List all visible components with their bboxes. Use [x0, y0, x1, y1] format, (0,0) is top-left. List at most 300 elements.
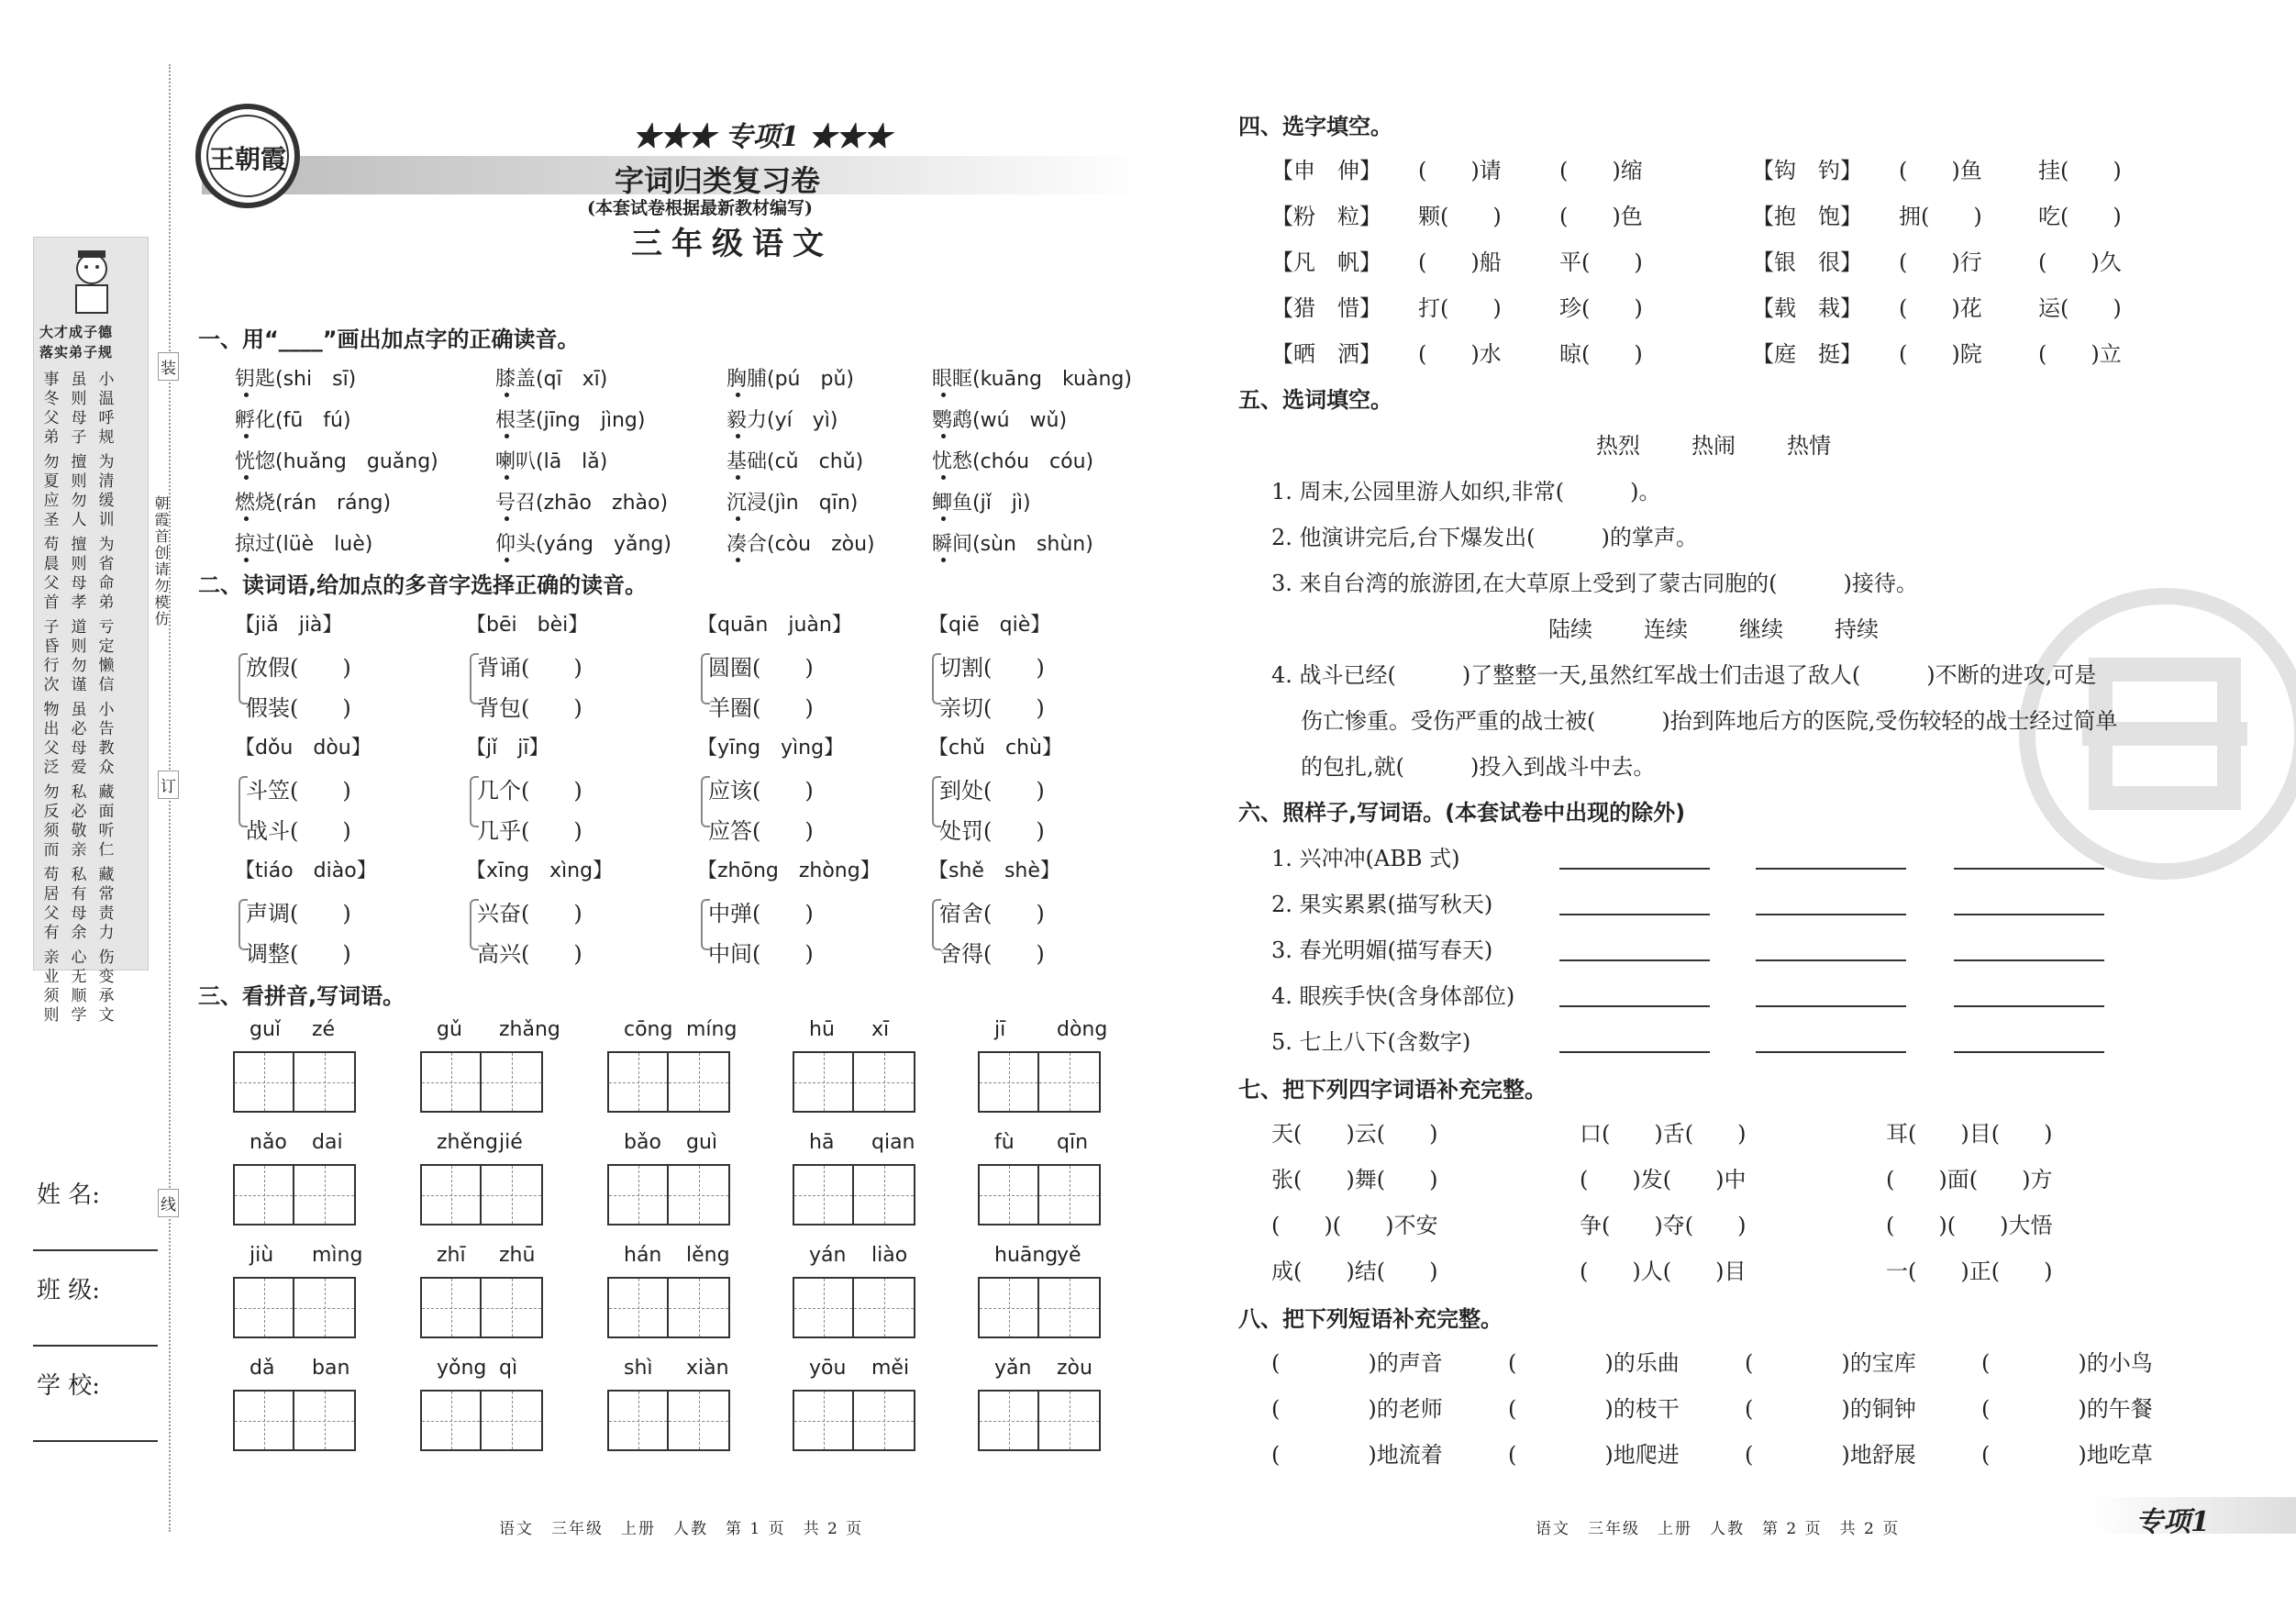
pinyin-1: gǔ [437, 1018, 462, 1041]
grid-cell[interactable] [609, 1053, 669, 1111]
emphasis-dot [244, 475, 249, 480]
answer-line[interactable] [1559, 959, 1710, 961]
grid-cell[interactable] [854, 1392, 914, 1449]
emphasis-dot [736, 393, 740, 397]
sidebar-verse: 子昏行次 [43, 618, 60, 694]
pinyin-2: zòu [1057, 1357, 1093, 1380]
answer-line[interactable] [1559, 868, 1710, 870]
pinyin-2: ban [312, 1357, 350, 1380]
grid-cell[interactable] [1039, 1279, 1099, 1336]
s8-phrase[interactable]: ( )地舒展 [1745, 1442, 1916, 1468]
pinyin-1: zhī [437, 1244, 466, 1267]
grid-cell[interactable] [1039, 1166, 1099, 1224]
pinyin-1: jiù [250, 1244, 274, 1267]
pinyin-1: dǎ [250, 1357, 275, 1380]
s1-item[interactable]: 掠过(lüè luè) [235, 533, 373, 556]
s2-word-a[interactable]: 放假( ) [246, 655, 351, 681]
s4-blank[interactable]: 平( ) [1559, 250, 1643, 275]
sidebar-mark-3: 线 [158, 1189, 179, 1217]
s1-item[interactable]: 恍惚(huǎng guǎng) [235, 450, 438, 473]
mascot-icon [65, 245, 118, 318]
s2-header: 【dǒu dòu】 [235, 737, 372, 760]
answer-line[interactable] [1954, 868, 2104, 870]
s2-word-a[interactable]: 中弹( ) [708, 901, 814, 926]
section-5-title: 五、选词填空。 [1238, 387, 1392, 413]
s4-blank[interactable]: ( )花 [1899, 295, 1982, 321]
grid-cell[interactable] [422, 1279, 482, 1336]
pinyin-1: hū [809, 1018, 835, 1041]
s4-blank[interactable]: ( )船 [1418, 250, 1502, 275]
s1-item[interactable]: 基础(cǔ chǔ) [727, 450, 864, 473]
s1-item[interactable]: 钥匙(shi sī) [235, 368, 357, 391]
s6-item: 3. 春光明媚(描写春天) [1271, 937, 1493, 963]
grid-cell[interactable] [235, 1279, 294, 1336]
grid-cell[interactable] [669, 1392, 728, 1449]
grid-cell[interactable] [980, 1279, 1039, 1336]
s2-header: 【zhōng zhòng】 [697, 859, 881, 882]
section-2-title: 二、读词语,给加点的多音字选择正确的读音。 [198, 572, 648, 598]
sidebar-verse: 苟晨父首 [43, 536, 60, 612]
pinyin-2: xī [871, 1018, 890, 1041]
class-label: 班 级: [37, 1277, 101, 1304]
pinyin-2: guì [686, 1131, 718, 1154]
s2-word-a[interactable]: 几个( ) [477, 778, 582, 804]
pinyin-1: nǎo [250, 1131, 287, 1154]
s2-word-a[interactable]: 应该( ) [708, 778, 814, 804]
word-option: 热情 [1787, 433, 1831, 459]
sidebar-verse: 藏常责力 [98, 866, 115, 942]
s5-q2: 2. 他演讲完后,台下爆发出( )的掌声。 [1271, 525, 1698, 550]
s7-idiom[interactable]: 耳( )目( ) [1886, 1121, 2053, 1147]
pinyin-1: cōng [624, 1018, 673, 1041]
answer-line[interactable] [1756, 959, 1906, 961]
section-6-title: 六、照样子,写词语。(本套试卷中出现的除外) [1238, 800, 1686, 826]
s4-blank[interactable]: 晾( ) [1559, 341, 1643, 367]
emphasis-dot [244, 558, 249, 562]
answer-line[interactable] [1756, 1005, 1906, 1007]
answer-line[interactable] [1756, 868, 1906, 870]
writing-grid[interactable] [420, 1051, 543, 1113]
grid-cell[interactable] [609, 1392, 669, 1449]
emphasis-dot [736, 516, 740, 521]
emphasis-dot [505, 558, 509, 562]
s8-phrase[interactable]: ( )的乐曲 [1508, 1350, 1680, 1376]
writing-grid[interactable] [607, 1277, 730, 1338]
s2-header: 【yīng yìng】 [697, 737, 845, 760]
s2-word-b[interactable]: 舍得( ) [939, 941, 1045, 967]
writing-grid[interactable] [793, 1051, 915, 1113]
s4-blank[interactable]: 珍( ) [1559, 295, 1643, 321]
s4-blank[interactable]: ( )院 [1899, 341, 1982, 367]
pinyin-2: zhǎng [499, 1018, 560, 1041]
s1-item[interactable]: 鲫鱼(jǐ jì) [932, 492, 1031, 515]
sidebar-verse: 藏面听仁 [98, 783, 115, 859]
writing-grid[interactable] [978, 1051, 1101, 1113]
grid-cell[interactable] [669, 1166, 728, 1224]
s1-item[interactable]: 毅力(yí yì) [727, 409, 838, 432]
grid-cell[interactable] [794, 1392, 854, 1449]
s5-q4b: 伤亡惨重。受伤严重的战士被( )抬到阵地后方的医院,受伤较轻的战士经过简单 [1301, 708, 2118, 734]
pinyin-2: yě [1057, 1244, 1081, 1267]
s8-phrase[interactable]: ( )的铜钟 [1745, 1396, 1916, 1422]
school-label: 学 校: [37, 1372, 101, 1400]
s4-blank[interactable]: 颗( ) [1418, 204, 1502, 229]
grid-cell[interactable] [794, 1279, 854, 1336]
answer-line[interactable] [1756, 1051, 1906, 1053]
grid-cell[interactable] [235, 1166, 294, 1224]
s4-blank[interactable]: 拥( ) [1899, 204, 1982, 229]
sidebar-verse: 为省命弟 [98, 536, 115, 612]
sidebar-verse: 虽必母爱 [71, 701, 87, 777]
emphasis-dot [941, 558, 946, 562]
s1-item[interactable]: 鹦鹉(wú wǔ) [932, 409, 1068, 432]
s2-header: 【chǔ chù】 [928, 737, 1062, 760]
pinyin-1: shì [624, 1357, 653, 1380]
s8-phrase[interactable]: ( )的枝干 [1508, 1396, 1680, 1422]
writing-grid[interactable] [607, 1051, 730, 1113]
s2-word-b[interactable]: 调整( ) [246, 941, 351, 967]
s2-header: 【shě shè】 [928, 859, 1060, 882]
sidebar-verse: 伤变承文 [98, 948, 115, 1025]
grid-cell[interactable] [235, 1392, 294, 1449]
s2-word-b[interactable]: 中间( ) [708, 941, 814, 967]
s1-item[interactable]: 仰头(yáng yǎng) [495, 533, 671, 556]
pinyin-1: yōu [809, 1357, 847, 1380]
s2-word-b[interactable]: 亲切( ) [939, 695, 1045, 721]
answer-line[interactable] [1954, 959, 2104, 961]
section-4-title: 四、选字填空。 [1238, 114, 1392, 139]
s6-item: 1. 兴冲冲(ABB 式) [1271, 846, 1460, 871]
pinyin-1: yǎn [994, 1357, 1032, 1380]
s6-item: 5. 七上八下(含数字) [1271, 1029, 1471, 1055]
sidebar-verse: 擅则勿人 [71, 453, 87, 529]
s7-idiom[interactable]: 口( )舌( ) [1580, 1121, 1747, 1147]
grid-cell[interactable] [980, 1053, 1039, 1111]
s8-phrase[interactable]: ( )的小鸟 [1981, 1350, 2153, 1376]
s2-word-b[interactable]: 战斗( ) [246, 818, 351, 844]
sidebar-verse: 虽则母子 [71, 371, 87, 447]
s1-item[interactable]: 忧愁(chóu cóu) [932, 450, 1094, 473]
s7-idiom[interactable]: 成( )结( ) [1271, 1259, 1438, 1284]
s7-idiom[interactable]: ( )( )大悟 [1886, 1213, 2053, 1238]
s4-char-pair: 【猎 惜】 [1271, 295, 1381, 321]
logo-text: 王朝霞 [209, 144, 287, 174]
s7-idiom[interactable]: 张( )舞( ) [1271, 1167, 1438, 1192]
s4-blank[interactable]: ( )久 [2038, 250, 2122, 275]
s1-item[interactable]: 瞬间(sùn shùn) [932, 533, 1093, 556]
answer-line[interactable] [1559, 914, 1710, 915]
s1-item[interactable]: 燃烧(rán ráng) [235, 492, 392, 515]
s4-char-pair: 【粉 粒】 [1271, 204, 1381, 229]
pinyin-1: zhěng [437, 1131, 498, 1154]
pinyin-2: jié [499, 1131, 523, 1154]
s2-header: 【xīng xìng】 [466, 859, 614, 882]
s4-char-pair: 【申 伸】 [1271, 158, 1381, 183]
s2-word-a[interactable]: 兴奋( ) [477, 901, 582, 926]
s1-item[interactable]: 号召(zhāo zhào) [495, 492, 669, 515]
emphasis-dot [505, 516, 509, 521]
sidebar-verse: 小告教众 [98, 701, 115, 777]
s2-word-a[interactable]: 到处( ) [939, 778, 1045, 804]
section-1-title: 一、用“____”画出加点字的正确读音。 [198, 327, 580, 352]
s1-item[interactable]: 喇叭(lā lǎ) [495, 450, 608, 473]
emphasis-dot [736, 434, 740, 438]
s2-header: 【qiē qiè】 [928, 614, 1051, 637]
vertical-note: 朝霞首创请勿模仿 [152, 495, 170, 627]
s8-phrase[interactable]: ( )地吃草 [1981, 1442, 2153, 1468]
s2-word-b[interactable]: 假装( ) [246, 695, 351, 721]
writing-grid[interactable] [793, 1164, 915, 1225]
sidebar-verse: 勿夏应圣 [43, 453, 60, 529]
s2-word-a[interactable]: 声调( ) [246, 901, 351, 926]
answer-line[interactable] [1756, 914, 1906, 915]
grid-cell[interactable] [794, 1166, 854, 1224]
grid-cell[interactable] [854, 1166, 914, 1224]
s5-q3: 3. 来自台湾的旅游团,在大草原上受到了蒙古同胞的( )接待。 [1271, 571, 1918, 596]
s7-idiom[interactable]: ( )面( )方 [1886, 1167, 2053, 1192]
pinyin-1: bǎo [624, 1131, 661, 1154]
s7-idiom[interactable]: 天( )云( ) [1271, 1121, 1438, 1147]
s7-idiom[interactable]: 争( )夺( ) [1580, 1213, 1747, 1238]
s8-phrase[interactable]: ( )地流着 [1271, 1442, 1443, 1468]
sidebar-verse: 为清缓训 [98, 453, 115, 529]
sidebar-mark-1: 装 [158, 352, 179, 381]
writing-grid[interactable] [978, 1277, 1101, 1338]
sidebar-verse: 苟居父有 [43, 866, 60, 942]
pinyin-2: zé [312, 1018, 336, 1041]
s1-item[interactable]: 胸脯(pú pǔ) [727, 368, 854, 391]
s2-word-b[interactable]: 处罚( ) [939, 818, 1045, 844]
sidebar-verse: 心无顺学 [71, 948, 87, 1025]
pinyin-1: hā [809, 1131, 835, 1154]
s1-item[interactable]: 膝盖(qī xī) [495, 368, 608, 391]
emphasis-dot [505, 393, 509, 397]
grid-cell[interactable] [854, 1279, 914, 1336]
pinyin-2: zhū [499, 1244, 536, 1267]
grid-cell[interactable] [1039, 1392, 1099, 1449]
pinyin-1: fù [994, 1131, 1015, 1154]
s8-phrase[interactable]: ( )的声音 [1271, 1350, 1443, 1376]
s4-blank[interactable]: 挂( ) [2038, 158, 2122, 183]
emphasis-dot [505, 434, 509, 438]
sidebar-verse: 物出父泛 [43, 701, 60, 777]
grid-cell[interactable] [794, 1053, 854, 1111]
s4-char-pair: 【载 栽】 [1752, 295, 1862, 321]
writing-grid[interactable] [793, 1390, 915, 1451]
s4-blank[interactable]: ( )立 [2038, 341, 2122, 367]
s2-word-b[interactable]: 高兴( ) [477, 941, 582, 967]
word-option: 继续 [1739, 616, 1783, 642]
s2-word-a[interactable]: 切割( ) [939, 655, 1045, 681]
pinyin-1: huāng [994, 1244, 1059, 1267]
grid-cell[interactable] [422, 1392, 482, 1449]
section-7-title: 七、把下列四字词语补充完整。 [1238, 1077, 1547, 1103]
word-option: 热闹 [1691, 433, 1736, 459]
s2-header: 【jiǎ jià】 [235, 614, 343, 637]
grid-cell[interactable] [235, 1053, 294, 1111]
writing-grid[interactable] [607, 1390, 730, 1451]
word-option: 陆续 [1548, 616, 1592, 642]
grid-cell[interactable] [482, 1166, 541, 1224]
s4-char-pair: 【抱 饱】 [1752, 204, 1862, 229]
s4-blank[interactable]: ( )色 [1559, 204, 1643, 229]
s8-phrase[interactable]: ( )的宝库 [1745, 1350, 1916, 1376]
emphasis-dot [244, 434, 249, 438]
series-text: 专项1 [725, 121, 800, 153]
pinyin-2: qian [871, 1131, 915, 1154]
sidebar-verse: 勿反须而 [43, 783, 60, 859]
grid-cell[interactable] [294, 1166, 354, 1224]
emphasis-dot [941, 516, 946, 521]
s1-item[interactable]: 凑合(còu zòu) [727, 533, 875, 556]
s8-phrase[interactable]: ( )地爬进 [1508, 1442, 1680, 1468]
s1-item[interactable]: 眼眶(kuāng kuàng) [932, 368, 1132, 391]
paper-title: 字词归类复习卷 [615, 163, 821, 198]
s2-word-b[interactable]: 羊圈( ) [708, 695, 814, 721]
emphasis-dot [941, 434, 946, 438]
grid-cell[interactable] [609, 1279, 669, 1336]
s2-header: 【jǐ jī】 [466, 737, 549, 760]
s4-blank[interactable]: 吃( ) [2038, 204, 2122, 229]
answer-line[interactable] [1559, 1051, 1710, 1053]
grid-cell[interactable] [294, 1279, 354, 1336]
s4-blank[interactable]: ( )缩 [1559, 158, 1643, 183]
s7-idiom[interactable]: ( )人( )目 [1580, 1259, 1747, 1284]
grid-cell[interactable] [669, 1053, 728, 1111]
word-option: 持续 [1835, 616, 1879, 642]
word-option: 热烈 [1596, 433, 1640, 459]
s4-blank[interactable]: 打( ) [1418, 295, 1502, 321]
pinyin-2: qì [499, 1357, 518, 1380]
s8-phrase[interactable]: ( )的午餐 [1981, 1396, 2153, 1422]
s5-q1: 1. 周末,公园里游人如织,非常( )。 [1271, 479, 1661, 505]
s2-word-b[interactable]: 几乎( ) [477, 818, 582, 844]
pinyin-2: dai [312, 1131, 343, 1154]
emphasis-dot [736, 558, 740, 562]
answer-line[interactable] [1954, 914, 2104, 915]
writing-grid[interactable] [420, 1390, 543, 1451]
footer-right: 语文 三年级 上册 人教 第 2 页 共 2 页 [1536, 1520, 1901, 1538]
s2-header: 【quān juàn】 [697, 614, 852, 637]
grid-cell[interactable] [609, 1166, 669, 1224]
s1-item[interactable]: 根茎(jīng jìng) [495, 409, 646, 432]
s6-item: 4. 眼疾手快(含身体部位) [1271, 983, 1515, 1009]
writing-grid[interactable] [420, 1277, 543, 1338]
pinyin-1: guǐ [250, 1018, 282, 1041]
grid-cell[interactable] [294, 1053, 354, 1111]
grid-cell[interactable] [482, 1392, 541, 1449]
s1-item[interactable]: 沉浸(jìn qīn) [727, 492, 859, 515]
s7-idiom[interactable]: ( )( )不安 [1271, 1213, 1438, 1238]
answer-line[interactable] [1559, 1005, 1710, 1007]
emphasis-dot [941, 393, 946, 397]
s2-word-a[interactable]: 圆圈( ) [708, 655, 814, 681]
sidebar-verse: 私有母余 [71, 866, 87, 942]
pinyin-2: lěng [686, 1244, 730, 1267]
s4-char-pair: 【庭 挺】 [1752, 341, 1862, 367]
name-label: 姓 名: [37, 1181, 101, 1209]
s2-word-b[interactable]: 背包( ) [477, 695, 582, 721]
writing-grid[interactable] [233, 1051, 356, 1113]
s2-word-a[interactable]: 斗笠( ) [246, 778, 351, 804]
grid-cell[interactable] [854, 1053, 914, 1111]
s4-blank[interactable]: ( )请 [1418, 158, 1502, 183]
writing-grid[interactable] [978, 1164, 1101, 1225]
sidebar-verse: 事冬父弟 [43, 371, 60, 447]
s4-blank[interactable]: ( )行 [1899, 250, 1982, 275]
grid-cell[interactable] [980, 1392, 1039, 1449]
grid-cell[interactable] [482, 1053, 541, 1111]
footer-tag: 专项1 [2135, 1506, 2210, 1538]
s7-idiom[interactable]: ( )发( )中 [1580, 1167, 1747, 1192]
paper-subtitle: (本套试卷根据最新教材编写) [587, 198, 813, 218]
pinyin-2: xiàn [686, 1357, 729, 1380]
grid-cell[interactable] [980, 1166, 1039, 1224]
s6-item: 2. 果实累累(描写秋天) [1271, 892, 1493, 917]
pinyin-1: yǒng [437, 1357, 487, 1380]
answer-line[interactable] [1954, 1051, 2104, 1053]
s2-word-a[interactable]: 背诵( ) [477, 655, 582, 681]
s2-word-b[interactable]: 应答( ) [708, 818, 814, 844]
writing-grid[interactable] [420, 1164, 543, 1225]
sidebar-verse: 亲业须则 [43, 948, 60, 1025]
s7-idiom[interactable]: 一( )正( ) [1886, 1259, 2053, 1284]
s1-item[interactable]: 孵化(fū fú) [235, 409, 351, 432]
writing-grid[interactable] [607, 1164, 730, 1225]
s4-blank[interactable]: ( )水 [1418, 341, 1502, 367]
s2-word-a[interactable]: 宿舍( ) [939, 901, 1045, 926]
pinyin-2: liào [871, 1244, 908, 1267]
s2-header: 【bēi bèi】 [466, 614, 589, 637]
writing-grid[interactable] [793, 1277, 915, 1338]
s4-char-pair: 【银 很】 [1752, 250, 1862, 275]
s5-q4c: 的包扎,就( )投入到战斗中去。 [1301, 754, 1656, 780]
sidebar-mark-2: 订 [158, 771, 179, 799]
s4-blank[interactable]: 运( ) [2038, 295, 2122, 321]
grid-cell[interactable] [669, 1279, 728, 1336]
pinyin-2: měi [871, 1357, 910, 1380]
writing-grid[interactable] [978, 1390, 1101, 1451]
writing-grid[interactable] [233, 1390, 356, 1451]
grid-cell[interactable] [422, 1166, 482, 1224]
s2-header: 【tiáo diào】 [235, 859, 377, 882]
s4-char-pair: 【晒 洒】 [1271, 341, 1381, 367]
pinyin-1: hán [624, 1244, 662, 1267]
pinyin-2: dòng [1057, 1018, 1108, 1041]
emphasis-dot [941, 475, 946, 480]
emphasis-dot [244, 393, 249, 397]
emphasis-dot [244, 516, 249, 521]
s4-char-pair: 【钩 钓】 [1752, 158, 1862, 183]
grid-cell[interactable] [482, 1279, 541, 1336]
grid-cell[interactable] [1039, 1053, 1099, 1111]
pinyin-1: jī [994, 1018, 1006, 1041]
writing-grid[interactable] [233, 1164, 356, 1225]
footer-left: 语文 三年级 上册 人教 第 1 页 共 2 页 [499, 1520, 864, 1538]
answer-line[interactable] [1954, 1005, 2104, 1007]
grid-cell[interactable] [422, 1053, 482, 1111]
section-8-title: 八、把下列短语补充完整。 [1238, 1306, 1503, 1332]
s5-q4a: 4. 战斗已经( )了整整一天,虽然红军战士们击退了敌人( )不断的进攻,可是 [1271, 662, 2097, 688]
s4-blank[interactable]: ( )鱼 [1899, 158, 1982, 183]
sidebar-verse: 擅则母孝 [71, 536, 87, 612]
writing-grid[interactable] [233, 1277, 356, 1338]
s8-phrase[interactable]: ( )的老师 [1271, 1396, 1443, 1422]
section-3-title: 三、看拼音,写词语。 [198, 983, 405, 1009]
pinyin-2: qīn [1057, 1131, 1089, 1154]
motto-1: 大才成子德 [39, 324, 114, 340]
grid-cell[interactable] [294, 1392, 354, 1449]
